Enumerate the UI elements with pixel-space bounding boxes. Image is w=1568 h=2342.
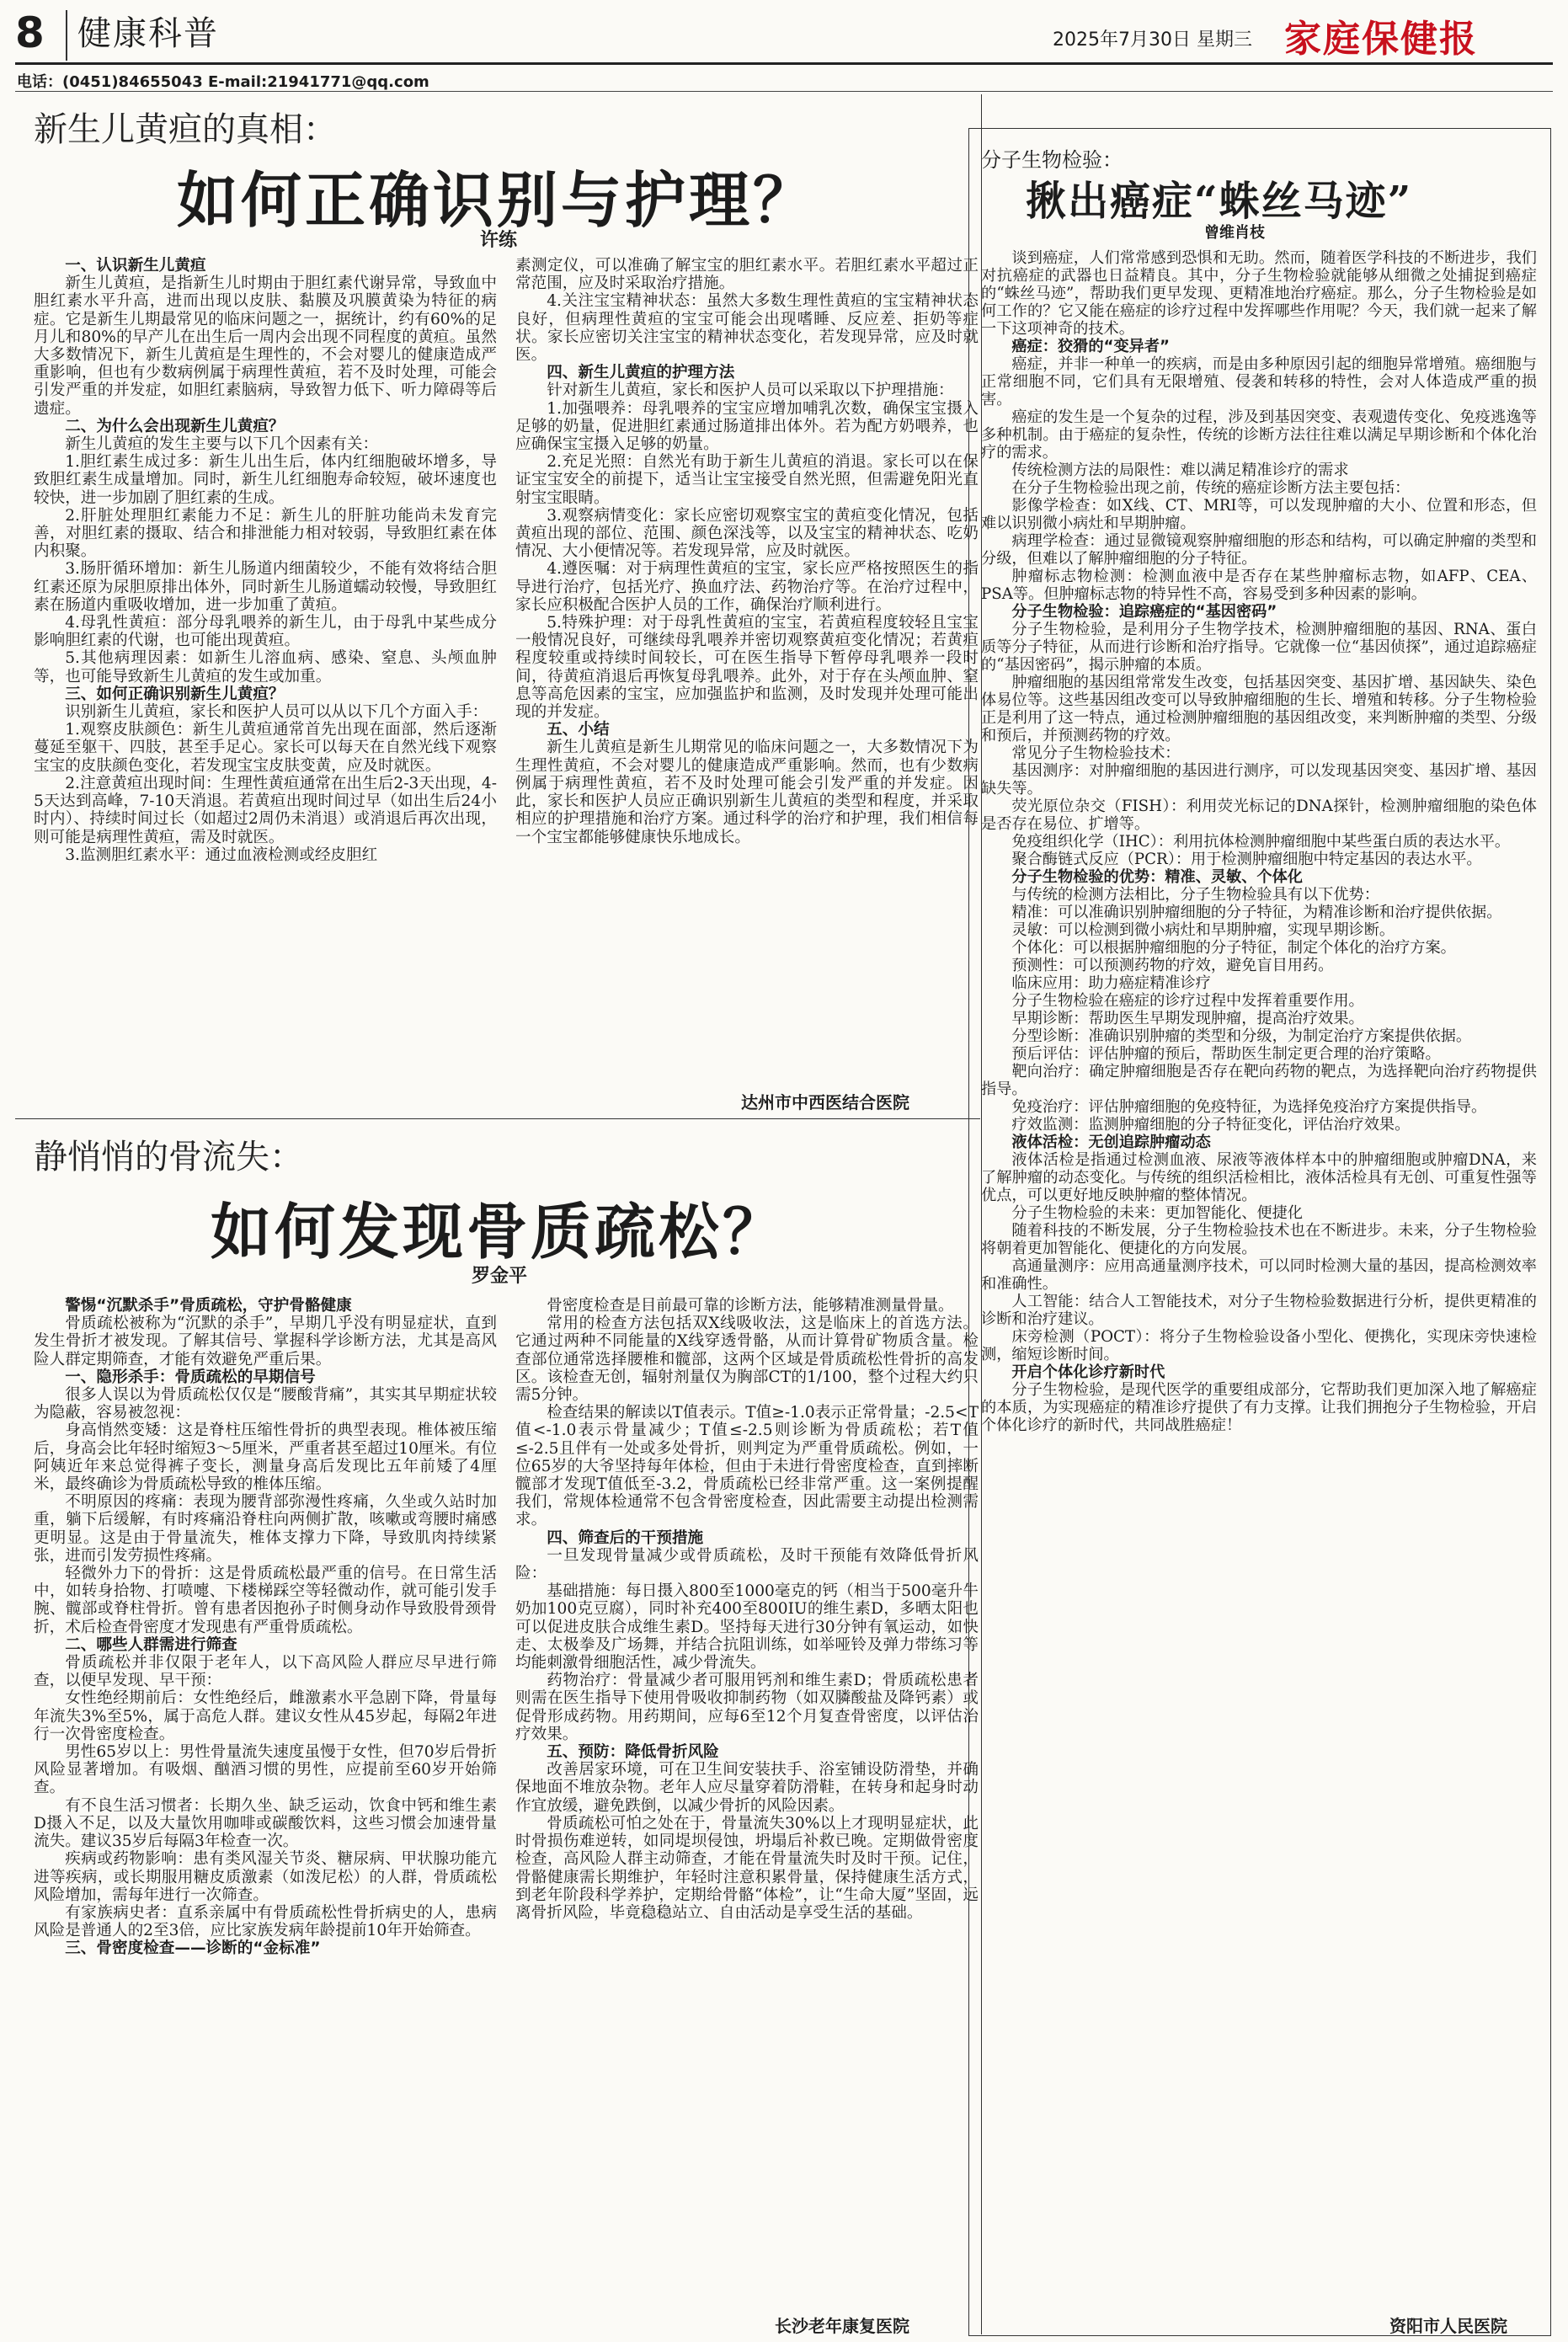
paragraph: 4.关注宝宝精神状态：虽然大多数生理性黄疸的宝宝精神状态良好，但病理性黄疸的宝宝可能会出现嗜睡、反应差、拒奶等症状。家长应密切关注宝宝的精神状态变化，若发现异常，应及时就医。 xyxy=(515,292,979,365)
article1-column-1 xyxy=(34,257,497,1112)
subheading: 液体活检：无创追踪肿瘤动态 xyxy=(1011,1134,1211,1151)
paragraph: 有不良生活习惯者：长期久坐、缺乏运动，饮食中钙和维生素D摄入不足，以及大量饮用咖啡或碳酸饮料，这些习惯会加速骨量流失。建议35岁后每隔3年检查一次。 xyxy=(34,1796,497,1851)
paragraph: 人工智能：结合人工智能技术，对分子生物检验数据进行分析，提供更精准的诊断和治疗建议。 xyxy=(981,1293,1537,1328)
paragraph: 有家族病史者：直系亲属中有骨质疏松性骨折病史的人，患病风险是普通人的2至3倍，应比家族发病年龄提前10年开始筛查。 xyxy=(34,1903,497,1940)
article2-column-1 xyxy=(34,1297,497,2333)
subheading: 三、骨密度检查——诊断的“金标准” xyxy=(65,1939,321,1958)
paragraph: 素测定仪，可以准确了解宝宝的胆红素水平。若胆红素水平超过正常范围，应及时采取治疗措施。 xyxy=(515,257,979,293)
paragraph: 灵敏：可以检测到微小病灶和早期肿瘤，实现早期诊断。 xyxy=(1011,921,1395,939)
paragraph: 分型诊断：准确识别肿瘤的类型和分级，为制定治疗方案提供依据。 xyxy=(1011,1027,1472,1045)
paragraph: 2.肝脏处理胆红素能力不足：新生儿的肝脏功能尚未发育完善，对胆红素的摄取、结合和排泄能力相对较弱，导致胆红素在体内积聚。 xyxy=(34,506,497,561)
article2-author: 罗金平 xyxy=(472,1266,528,1287)
paragraph: 肿瘤标志物检测：检测血液中是否存在某些肿瘤标志物，如AFP、CEA、PSA等。但肿瘤标志物的特异性不高，容易受到多种因素的影响。 xyxy=(981,568,1537,603)
paragraph: 2.充足光照：自然光有助于新生儿黄疸的消退。家长可以在保证宝宝安全的前提下，适当让宝宝接受自然光照，但需避免阳光直射宝宝眼睛。 xyxy=(515,453,979,507)
subheading: 四、筛查后的干预措施 xyxy=(547,1528,704,1547)
subheading: 五、预防：降低骨折风险 xyxy=(547,1743,719,1762)
paragraph: 分子生物检验的未来：更加智能化、便捷化 xyxy=(1011,1204,1303,1222)
paragraph: 传统检测方法的局限性：难以满足精准诊疗的需求 xyxy=(1011,461,1349,479)
paragraph: 4.遵医嘱：对于病理性黄疸的宝宝，家长应严格按照医生的指导进行治疗，包括光疗、换血疗法、药物治疗等。在治疗过程中，家长应积极配合医护人员的工作，确保治疗顺利进行。 xyxy=(515,560,979,614)
paragraph: 聚合酶链式反应（PCR）：用于检测肿瘤细胞中特定基因的表达水平。 xyxy=(1011,851,1482,868)
article1-source: 达州市中西医结合医院 xyxy=(741,1092,909,1112)
article1-column-2 xyxy=(515,257,979,1086)
article2-source: 长沙老年康复医院 xyxy=(775,2316,909,2336)
subheading: 四、新生儿黄疸的护理方法 xyxy=(547,364,735,382)
paragraph: 病理学检查：通过显微镜观察肿瘤细胞的形态和结构，可以确定肿瘤的类型和分级，但难以了解肿瘤细胞的分子特征。 xyxy=(981,532,1537,568)
article3-column xyxy=(981,249,1537,2304)
paragraph: 在分子生物检验出现之前，传统的癌症诊断方法主要包括： xyxy=(1011,479,1411,497)
article3-title: 揪出癌症“蛛丝马迹” xyxy=(1026,178,1413,225)
paragraph: 新生儿黄疸，是指新生儿时期由于胆红素代谢异常，导致血中胆红素水平升高，进而出现以皮肤、黏膜及巩膜黄染为特征的病症。它是新生儿期最常见的临床问题之一，据统计，约有60%的足月儿和80%的早产儿在出生后一周内会出现不同程度的黄疸。虽然大多数情况下，新生儿黄疸是生理性的，不会对婴儿的健康造成严重影响，但也有少数病例属于病理性黄疸，若不及时处理，可能会引发严重的并发症，如胆红素脑病，导致智力低下、听力障碍等后遗症。 xyxy=(34,275,497,418)
paragraph: 常用的检查方法包括双X线吸收法，这是临床上的首选方法。它通过两种不同能量的X线穿透骨骼，从而计算骨矿物质含量。检查部位通常选择腰椎和髋部，这两个区域是骨质疏松性骨折的高发区。该检查无创，辐射剂量仅为胸部CT的1/100，整个过程大约只需5分钟。 xyxy=(515,1315,979,1405)
article1-author: 许练 xyxy=(480,230,518,251)
article2-kicker: 静悄悄的骨流失： xyxy=(34,1138,303,1176)
paragraph: 4.母乳性黄疸：部分母乳喂养的新生儿，由于母乳中某些成分影响胆红素的代谢，也可能出现黄疸。 xyxy=(34,614,497,650)
header-rule xyxy=(15,62,1553,65)
subheading: 二、哪些人群需进行筛查 xyxy=(65,1635,237,1654)
paragraph: 识别新生儿黄疸，家长和医护人员可以从以下几个方面入手： xyxy=(65,703,488,722)
paragraph: 5.其他病理因素：如新生儿溶血病、感染、窒息、头颅血肿等，也可能导致新生儿黄疸的发生或加重。 xyxy=(34,649,497,686)
paragraph: 分子生物检验，是利用分子生物学技术，检测肿瘤细胞的基因、RNA、蛋白质等分子特征，从而进行诊断和治疗指导。它就像一位“基因侦探”，通过追踪癌症的“基因密码”，揭示肿瘤的本质。 xyxy=(981,621,1537,674)
article1-kicker: 新生儿黄疸的真相： xyxy=(34,110,337,149)
article2-title: 如何发现骨质疏松？ xyxy=(211,1196,787,1267)
subheading: 开启个体化诊疗新时代 xyxy=(1011,1363,1165,1381)
masthead: 家庭保健报 xyxy=(1284,18,1478,61)
paragraph: 随着科技的不断发展，分子生物检验技术也在不断进步。未来，分子生物检验将朝着更加智能化、便捷化的方向发展。 xyxy=(981,1222,1537,1257)
paragraph: 骨质疏松并非仅限于老年人，以下高风险人群应尽早进行筛查，以便早发现、早干预： xyxy=(34,1654,497,1690)
paragraph: 床旁检测（POCT）：将分子生物检验设备小型化、便携化，实现床旁快速检测，缩短诊断时间。 xyxy=(981,1328,1537,1363)
paragraph: 常见分子生物检验技术： xyxy=(1011,744,1181,762)
paragraph: 不明原因的疼痛：表现为腰背部弥漫性疼痛，久坐或久站时加重，躺下后缓解，有时疼痛沿脊柱向两侧扩散，咳嗽或弯腰时痛感更明显。这是由于骨量流失，椎体支撑力下降，导致肌肉持续紧张，进而引发劳损性疼痛。 xyxy=(34,1493,497,1565)
paragraph: 预测性：可以预测药物的疗效，避免盲目用药。 xyxy=(1011,957,1334,974)
contact-line: 电话：(0451)84655043 E-mail:21941771@qq.com xyxy=(17,73,429,91)
paragraph: 高通量测序：应用高通量测序技术，可以同时检测大量的基因，提高检测效率和准确性。 xyxy=(981,1257,1537,1293)
paragraph: 预后评估：评估肿瘤的预后，帮助医生制定更合理的治疗策略。 xyxy=(1011,1045,1441,1063)
article2-column-2 xyxy=(515,1297,979,2307)
paragraph: 身高悄然变矮：这是脊柱压缩性骨折的典型表现。椎体被压缩后，身高会比年轻时缩短3～5厘米，严重者甚至超过10厘米。有位阿姨近年来总觉得裤子变长，测量身高后发现比五年前矮了4厘米，最终确诊为骨质疏松导致的椎体压缩。 xyxy=(34,1422,497,1494)
paragraph: 很多人误以为骨质疏松仅仅是“腰酸背痛”，其实其早期症状较为隐蔽，容易被忽视： xyxy=(34,1386,497,1422)
paragraph: 靶向治疗：确定肿瘤细胞是否存在靶向药物的靶点，为选择靶向治疗药物提供指导。 xyxy=(981,1063,1537,1098)
subheading: 三、如何正确识别新生儿黄疸？ xyxy=(65,685,285,703)
paragraph: 5.特殊护理：对于母乳性黄疸的宝宝，若黄疸程度较轻且宝宝一般情况良好，可继续母乳喂养并密切观察黄疸变化情况；若黄疸程度较重或持续时间较长，可在医生指导下暂停母乳喂养一段时间，待黄疸消退后再恢复母乳喂养。此外，对于存在头颅血肿、窒息等高危因素的宝宝，应加强监护和监测，及时发现并处理可能出现的并发症。 xyxy=(515,614,979,722)
paragraph: 1.观察皮肤颜色：新生儿黄疸通常首先出现在面部，然后逐渐蔓延至躯干、四肢，甚至手足心。家长可以每天在自然光线下观察宝宝的皮肤颜色变化，若发现宝宝皮肤变黄，应及时就医。 xyxy=(34,721,497,775)
paragraph: 精准：可以准确识别肿瘤细胞的分子特征，为精准诊断和治疗提供依据。 xyxy=(1011,904,1502,921)
article1-title: 如何正确识别与护理？ xyxy=(177,164,818,236)
paragraph: 疗效监测：监测肿瘤细胞的分子特征变化，评估治疗效果。 xyxy=(1011,1116,1411,1134)
paragraph: 骨密度检查是目前最可靠的诊断方法，能够精准测量骨量。 xyxy=(547,1297,954,1315)
paragraph: 分子生物检验，是现代医学的重要组成部分，它帮助我们更加深入地了解癌症的本质，为实现癌症的精准诊疗提供了有力支撑。让我们拥抱分子生物检验，开启个体化诊疗的新时代，共同战胜癌症！ xyxy=(981,1381,1537,1434)
paragraph: 基础措施：每日摄入800至1000毫克的钙（相当于500毫升牛奶加100克豆腐），同时补充400至800IU的维生素D，多晒太阳也可以促进皮肤合成维生素D。坚持每天进行30分钟有氧运动，如快走、太极拳及广场舞，并结合抗阻训练，如举哑铃及弹力带练习等均能刺激骨细胞活性，减少骨流失。 xyxy=(515,1582,979,1672)
subheading: 一、隐形杀手：骨质疏松的早期信号 xyxy=(65,1368,316,1386)
paragraph: 轻微外力下的骨折：这是骨质疏松最严重的信号。在日常生活中，如转身拾物、打喷嚏、下楼梯踩空等轻微动作，就可能引发手腕、髋部或脊柱骨折。曾有患者因抱孙子时侧身动作导致股骨颈骨折，术后检查骨密度才发现患有严重骨质疏松。 xyxy=(34,1565,497,1636)
paragraph: 女性绝经期前后：女性绝经后，雌激素水平急剧下降，骨量每年流失3%至5%，属于高危人群。建议女性从45岁起，每隔2年进行一次骨密度检查。 xyxy=(34,1689,497,1743)
paragraph: 1.加强喂养：母乳喂养的宝宝应增加哺乳次数，确保宝宝摄入足够的奶量，促进胆红素通过肠道排出体外。若为配方奶喂养，也应确保宝宝摄入足够的奶量。 xyxy=(515,399,979,454)
paragraph: 一旦发现骨量减少或骨质疏松，及时干预能有效降低骨折风险： xyxy=(515,1546,979,1583)
article3-kicker: 分子生物检验： xyxy=(981,148,1123,172)
paragraph: 免疫组织化学（IHC）：利用抗体检测肿瘤细胞中某些蛋白质的表达水平。 xyxy=(1011,833,1511,851)
paragraph: 2.注意黄疸出现时间：生理性黄疸通常在出生后2-3天出现，4-5天达到高峰，7-10天消退。若黄疸出现时间过早（如出生后24小时内）、持续时间过长（如超过2周仍未消退）或消退后再次出现，则可能是病理性黄疸，需及时就医。 xyxy=(34,774,497,846)
paragraph: 肿瘤细胞的基因组常常发生改变，包括基因突变、基因扩增、基因缺失、染色体易位等。这些基因组改变可以导致肿瘤细胞的生长、增殖和转移。分子生物检验正是利用了这一特点，通过检测肿瘤细胞的基因组改变，来判断肿瘤的类型、分级和预后，并预测药物的疗效。 xyxy=(981,674,1537,744)
paragraph: 癌症，并非一种单一的疾病，而是由多种原因引起的细胞异常增殖。癌细胞与正常细胞不同，它们具有无限增殖、侵袭和转移的特性，会对人体造成严重的损害。 xyxy=(981,355,1537,408)
paragraph: 骨质疏松可怕之处在于，骨量流失30%以上才现明显症状，此时骨损伤难逆转，如同堤坝侵蚀，坍塌后补救已晚。定期做骨密度检查，高风险人群主动筛查，才能在骨量流失时及时干预。记住，骨骼健康需长期维护，年轻时注意积累骨量，保持健康生活方式，到老年阶段科学养护，定期给骨骼“体检”，让“生命大厦”坚固，远离骨折风险，毕竟稳稳站立、自由活动是享受生活的基础。 xyxy=(515,1814,979,1922)
header-divider xyxy=(66,10,67,61)
subheading: 癌症：狡猾的“变异者” xyxy=(1011,338,1170,355)
paragraph: 新生儿黄疸的发生主要与以下几个因素有关： xyxy=(65,435,379,454)
paragraph: 新生儿黄疸是新生儿期常见的临床问题之一，大多数情况下为生理性黄疸，不会对婴儿的健康造成严重影响。然而，也有少数病例属于病理性黄疸，若不及时处理可能会引发严重的并发症。因此，家长和医护人员应正确识别新生儿黄疸的类型和程度，并采取相应的护理措施和治疗方案。通过科学的治疗和护理，我们相信每一个宝宝都能够健康快乐地成长。 xyxy=(515,739,979,846)
paragraph: 男性65岁以上：男性骨量流失速度虽慢于女性，但70岁后骨折风险显著增加。有吸烟、酗酒习惯的男性，应提前至60岁开始筛查。 xyxy=(34,1743,497,1797)
paragraph: 早期诊断：帮助医生早期发现肿瘤，提高治疗效果。 xyxy=(1011,1010,1364,1027)
subheading: 一、认识新生儿黄疸 xyxy=(65,257,206,275)
paragraph: 个体化：可以根据肿瘤细胞的分子特征，制定个体化的治疗方案。 xyxy=(1011,939,1456,957)
paragraph: 荧光原位杂交（FISH）：利用荧光标记的DNA探针，检测肿瘤细胞的染色体是否存在易位、扩增等。 xyxy=(981,798,1537,833)
paragraph: 针对新生儿黄疸，家长和医护人员可以采取以下护理措施： xyxy=(547,381,954,400)
article-divider xyxy=(15,1118,980,1119)
page-number: 8 xyxy=(15,8,45,57)
header-rule-thin xyxy=(15,91,1553,92)
paragraph: 药物治疗：骨量减少者可服用钙剂和维生素D；骨质疏松患者则需在医生指导下使用骨吸收抑制药物（如双膦酸盐及降钙素）或促骨形成药物。用药期间，应每6至12个月复查骨密度，以评估治疗效果。 xyxy=(515,1672,979,1743)
paragraph: 1.胆红素生成过多：新生儿出生后，体内红细胞破坏增多，导致胆红素生成量增加。同时，新生儿红细胞寿命较短，破坏速度也较快，进一步加剧了胆红素的生成。 xyxy=(34,453,497,507)
paragraph: 液体活检是指通过检测血液、尿液等液体样本中的肿瘤细胞或肿瘤DNA，来了解肿瘤的动态变化。与传统的组织活检相比，液体活检具有无创、可重复性强等优点，可以更好地反映肿瘤的整体情况。 xyxy=(981,1151,1537,1204)
paragraph: 疾病或药物影响：患有类风湿关节炎、糖尿病、甲状腺功能亢进等疾病，或长期服用糖皮质激素（如泼尼松）的人群，骨质疏松风险增加，需每年进行一次筛查。 xyxy=(34,1850,497,1904)
paragraph: 改善居家环境，可在卫生间安装扶手、浴室铺设防滑垫，并确保地面不堆放杂物。老年人应尽量穿着防滑鞋，在转身和起身时动作宜放缓，避免跌倒，以减少骨折的风险因素。 xyxy=(515,1761,979,1815)
subheading: 分子生物检验：追踪癌症的“基因密码” xyxy=(1011,603,1277,621)
paragraph: 影像学检查：如X线、CT、MRI等，可以发现肿瘤的大小、位置和形态，但难以识别微小病灶和早期肿瘤。 xyxy=(981,497,1537,532)
article3-author: 曾维肖枝 xyxy=(1204,224,1265,242)
paragraph: 免疫治疗：评估肿瘤细胞的免疫特征，为选择免疫治疗方案提供指导。 xyxy=(1011,1098,1487,1116)
subheading: 分子生物检验的优势：精准、灵敏、个体化 xyxy=(1011,868,1303,886)
paragraph: 与传统的检测方法相比，分子生物检验具有以下优势： xyxy=(1011,886,1379,904)
article3-source: 资阳市人民医院 xyxy=(1389,2316,1507,2336)
paragraph: 谈到癌症，人们常常感到恐惧和无助。然而，随着医学科技的不断进步，我们对抗癌症的武器也日益精良。其中，分子生物检验就能够从细微之处捕捉到癌症的“蛛丝马迹”，帮助我们更早发现、更精准地治疗癌症。那么，分子生物检验是如何工作的？它又能在癌症的诊疗过程中发挥哪些作用呢？今天，我们就一起来了解一下这项神奇的技术。 xyxy=(981,249,1537,338)
paragraph: 临床应用：助力癌症精准诊疗 xyxy=(1011,974,1211,992)
paragraph: 3.观察病情变化：家长应密切观察宝宝的黄疸变化情况，包括黄疸出现的部位、范围、颜色深浅等，以及宝宝的精神状态、吃奶情况、大小便情况等。若发现异常，应及时就医。 xyxy=(515,506,979,561)
issue-date: 2025年7月30日 星期三 xyxy=(1053,29,1252,51)
paragraph: 3.肠肝循环增加：新生儿肠道内细菌较少，不能有效将结合胆红素还原为尿胆原排出体外，同时新生儿肠道蠕动较慢，导致胆红素在肠道内重吸收增加，进一步加重了黄疸。 xyxy=(34,560,497,614)
subheading: 二、为什么会出现新生儿黄疸？ xyxy=(65,417,285,435)
subheading: 警惕“沉默杀手”骨质疏松，守护骨骼健康 xyxy=(65,1297,352,1315)
paragraph: 3.监测胆红素水平：通过血液检测或经皮胆红 xyxy=(65,846,378,864)
paragraph: 骨质疏松被称为“沉默的杀手”，早期几乎没有明显症状，直到发生骨折才被发现。了解其信号、掌握科学诊断方法，尤其是高风险人群定期筛查，才能有效避免严重后果。 xyxy=(34,1315,497,1368)
subheading: 五、小结 xyxy=(547,721,610,739)
section-title: 健康科普 xyxy=(77,14,219,53)
paragraph: 基因测序：对肿瘤细胞的基因进行测序，可以发现基因突变、基因扩增、基因缺失等。 xyxy=(981,762,1537,798)
paragraph: 癌症的发生是一个复杂的过程，涉及到基因突变、表观遗传变化、免疫逃逸等多种机制。由于癌症的复杂性，传统的诊断方法往往难以满足早期诊断和个体化治疗的需求。 xyxy=(981,408,1537,461)
paragraph: 检查结果的解读以T值表示。T值≥-1.0表示正常骨量；-2.5<T值<-1.0表示骨量减少；T值≤-2.5则诊断为骨质疏松；若T值≤-2.5且伴有一处或多处骨折，则判定为严重骨质疏松。例如，一位65岁的大爷坚持每年体检，但由于未进行骨密度检查，直到摔断髋部才发现T值低至-3.2，骨质疏松已经非常严重。这一案例提醒我们，常规体检通常不包含骨密度检查，因此需要主动提出检测需求。 xyxy=(515,1404,979,1529)
paragraph: 分子生物检验在癌症的诊疗过程中发挥着重要作用。 xyxy=(1011,992,1364,1010)
